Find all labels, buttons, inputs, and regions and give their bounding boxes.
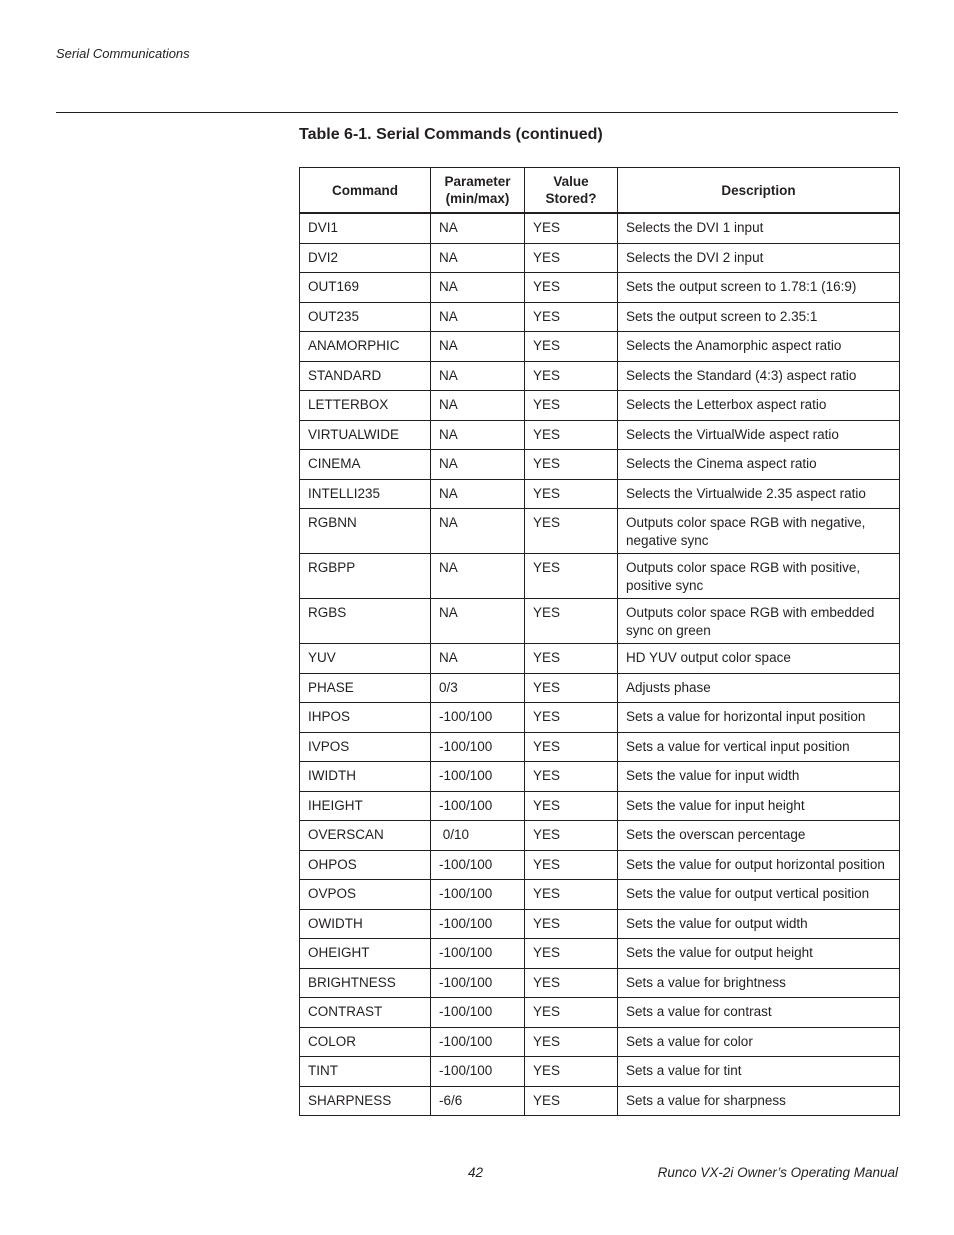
cell-parameter: -100/100 — [431, 968, 525, 998]
cell-command: LETTERBOX — [300, 391, 431, 421]
cell-description: Selects the Letterbox aspect ratio — [618, 391, 900, 421]
table-body — [300, 213, 900, 1116]
cell-command: CINEMA — [300, 450, 431, 480]
table-row — [300, 213, 900, 243]
cell-value-stored: YES — [525, 213, 618, 243]
cell-parameter: NA — [431, 450, 525, 480]
cell-parameter: 0/10 — [431, 821, 525, 851]
cell-description: Outputs color space RGB with positive, positive sync — [618, 554, 900, 599]
cell-command: RGBPP — [300, 554, 431, 599]
cell-parameter: NA — [431, 509, 525, 554]
table-row — [300, 243, 900, 273]
cell-description: Selects the Cinema aspect ratio — [618, 450, 900, 480]
cell-value-stored: YES — [525, 732, 618, 762]
cell-parameter: -100/100 — [431, 909, 525, 939]
table-row — [300, 762, 900, 792]
column-header-line: Parameter — [444, 174, 511, 189]
cell-parameter: NA — [431, 213, 525, 243]
column-header-line: Description — [721, 182, 796, 198]
cell-command: DVI1 — [300, 213, 431, 243]
cell-description: HD YUV output color space — [618, 644, 900, 674]
cell-command: INTELLI235 — [300, 479, 431, 509]
cell-value-stored: YES — [525, 880, 618, 910]
cell-description: Sets the overscan percentage — [618, 821, 900, 851]
table-row — [300, 302, 900, 332]
cell-value-stored: YES — [525, 554, 618, 599]
column-header-command — [300, 168, 431, 214]
table-row — [300, 968, 900, 998]
table-row — [300, 791, 900, 821]
table-row — [300, 909, 900, 939]
cell-parameter: NA — [431, 273, 525, 303]
table-row — [300, 644, 900, 674]
table-row — [300, 703, 900, 733]
cell-description: Selects the VirtualWide aspect ratio — [618, 420, 900, 450]
table-row — [300, 554, 900, 599]
cell-parameter: NA — [431, 479, 525, 509]
cell-value-stored: YES — [525, 821, 618, 851]
table-row — [300, 821, 900, 851]
cell-command: OUT169 — [300, 273, 431, 303]
cell-description: Selects the Virtualwide 2.35 aspect ratio — [618, 479, 900, 509]
cell-value-stored: YES — [525, 1057, 618, 1087]
serial-commands-table — [299, 167, 900, 1116]
cell-command: DVI2 — [300, 243, 431, 273]
cell-value-stored: YES — [525, 1086, 618, 1116]
cell-value-stored: YES — [525, 332, 618, 362]
running-header: Serial Communications — [56, 46, 190, 61]
column-header-line: (min/max) — [445, 191, 510, 206]
cell-value-stored: YES — [525, 420, 618, 450]
cell-command: IHPOS — [300, 703, 431, 733]
table-row — [300, 450, 900, 480]
table-row — [300, 880, 900, 910]
cell-parameter: -100/100 — [431, 939, 525, 969]
cell-command: PHASE — [300, 673, 431, 703]
cell-description: Sets the value for output vertical position — [618, 880, 900, 910]
table-row — [300, 420, 900, 450]
cell-description: Sets the output screen to 1.78:1 (16:9) — [618, 273, 900, 303]
cell-description: Selects the DVI 2 input — [618, 243, 900, 273]
cell-parameter: NA — [431, 332, 525, 362]
cell-description: Sets a value for brightness — [618, 968, 900, 998]
cell-command: TINT — [300, 1057, 431, 1087]
cell-value-stored: YES — [525, 703, 618, 733]
cell-value-stored: YES — [525, 302, 618, 332]
cell-value-stored: YES — [525, 450, 618, 480]
cell-description: Sets the output screen to 2.35:1 — [618, 302, 900, 332]
cell-description: Sets a value for vertical input position — [618, 732, 900, 762]
cell-command: ANAMORPHIC — [300, 332, 431, 362]
column-header-parameter — [431, 168, 525, 214]
cell-value-stored: YES — [525, 599, 618, 644]
cell-parameter: NA — [431, 243, 525, 273]
table-row — [300, 732, 900, 762]
cell-parameter: -100/100 — [431, 791, 525, 821]
cell-description: Selects the DVI 1 input — [618, 213, 900, 243]
cell-value-stored: YES — [525, 644, 618, 674]
cell-parameter: -100/100 — [431, 1057, 525, 1087]
cell-value-stored: YES — [525, 361, 618, 391]
cell-value-stored: YES — [525, 1027, 618, 1057]
cell-parameter: -100/100 — [431, 850, 525, 880]
table-row — [300, 479, 900, 509]
cell-command: RGBS — [300, 599, 431, 644]
cell-command: CONTRAST — [300, 998, 431, 1028]
cell-parameter: -100/100 — [431, 998, 525, 1028]
cell-description: Sets a value for color — [618, 1027, 900, 1057]
cell-description: Selects the Standard (4:3) aspect ratio — [618, 361, 900, 391]
cell-value-stored: YES — [525, 273, 618, 303]
cell-value-stored: YES — [525, 968, 618, 998]
table-row — [300, 1086, 900, 1116]
page-number: 42 — [468, 1165, 484, 1180]
cell-command: RGBNN — [300, 509, 431, 554]
cell-value-stored: YES — [525, 998, 618, 1028]
cell-value-stored: YES — [525, 673, 618, 703]
cell-command: OWIDTH — [300, 909, 431, 939]
cell-value-stored: YES — [525, 391, 618, 421]
table-row — [300, 361, 900, 391]
cell-description: Outputs color space RGB with negative, negative sync — [618, 509, 900, 554]
table-row — [300, 673, 900, 703]
cell-command: YUV — [300, 644, 431, 674]
cell-parameter: -6/6 — [431, 1086, 525, 1116]
cell-command: SHARPNESS — [300, 1086, 431, 1116]
cell-parameter: NA — [431, 599, 525, 644]
cell-description: Sets the value for output height — [618, 939, 900, 969]
cell-description: Sets a value for horizontal input position — [618, 703, 900, 733]
cell-value-stored: YES — [525, 850, 618, 880]
header-rule — [56, 112, 898, 113]
cell-description: Sets a value for contrast — [618, 998, 900, 1028]
cell-parameter: NA — [431, 361, 525, 391]
cell-command: OHEIGHT — [300, 939, 431, 969]
cell-description: Sets a value for tint — [618, 1057, 900, 1087]
manual-title: Runco VX-2i Owner’s Operating Manual — [657, 1165, 898, 1180]
table-row — [300, 1027, 900, 1057]
table-title: Table 6-1. Serial Commands (continued) — [299, 126, 603, 143]
cell-parameter: NA — [431, 391, 525, 421]
cell-parameter: NA — [431, 302, 525, 332]
cell-command: IVPOS — [300, 732, 431, 762]
table-row — [300, 273, 900, 303]
cell-command: STANDARD — [300, 361, 431, 391]
cell-description: Sets the value for output horizontal position — [618, 850, 900, 880]
table-row — [300, 391, 900, 421]
table-row — [300, 939, 900, 969]
cell-parameter: -100/100 — [431, 762, 525, 792]
cell-command: OVERSCAN — [300, 821, 431, 851]
cell-value-stored: YES — [525, 243, 618, 273]
column-header-line: Value — [553, 174, 589, 189]
cell-parameter: -100/100 — [431, 732, 525, 762]
cell-command: OVPOS — [300, 880, 431, 910]
cell-description: Sets the value for input width — [618, 762, 900, 792]
cell-value-stored: YES — [525, 479, 618, 509]
column-header-value-stored — [525, 168, 618, 214]
table-row — [300, 1057, 900, 1087]
cell-parameter: -100/100 — [431, 880, 525, 910]
cell-parameter: NA — [431, 554, 525, 599]
column-header-description — [618, 168, 900, 214]
cell-command: OHPOS — [300, 850, 431, 880]
cell-description: Sets a value for sharpness — [618, 1086, 900, 1116]
cell-command: BRIGHTNESS — [300, 968, 431, 998]
cell-description: Adjusts phase — [618, 673, 900, 703]
cell-command: OUT235 — [300, 302, 431, 332]
cell-command: IWIDTH — [300, 762, 431, 792]
table-row — [300, 998, 900, 1028]
cell-value-stored: YES — [525, 762, 618, 792]
table-row — [300, 332, 900, 362]
cell-value-stored: YES — [525, 509, 618, 554]
cell-value-stored: YES — [525, 909, 618, 939]
table-row — [300, 509, 900, 554]
column-header-line: Stored? — [545, 191, 597, 206]
table-row — [300, 850, 900, 880]
column-header-line: Command — [331, 182, 398, 198]
table-row — [300, 599, 900, 644]
cell-command: COLOR — [300, 1027, 431, 1057]
cell-parameter: 0/3 — [431, 673, 525, 703]
cell-description: Outputs color space RGB with embedded sync on green — [618, 599, 900, 644]
cell-description: Sets the value for input height — [618, 791, 900, 821]
cell-command: VIRTUALWIDE — [300, 420, 431, 450]
cell-parameter: NA — [431, 420, 525, 450]
cell-parameter: -100/100 — [431, 1027, 525, 1057]
cell-value-stored: YES — [525, 939, 618, 969]
cell-value-stored: YES — [525, 791, 618, 821]
cell-parameter: NA — [431, 644, 525, 674]
table-header-row — [300, 168, 900, 214]
cell-description: Selects the Anamorphic aspect ratio — [618, 332, 900, 362]
cell-description: Sets the value for output width — [618, 909, 900, 939]
cell-parameter: -100/100 — [431, 703, 525, 733]
cell-command: IHEIGHT — [300, 791, 431, 821]
